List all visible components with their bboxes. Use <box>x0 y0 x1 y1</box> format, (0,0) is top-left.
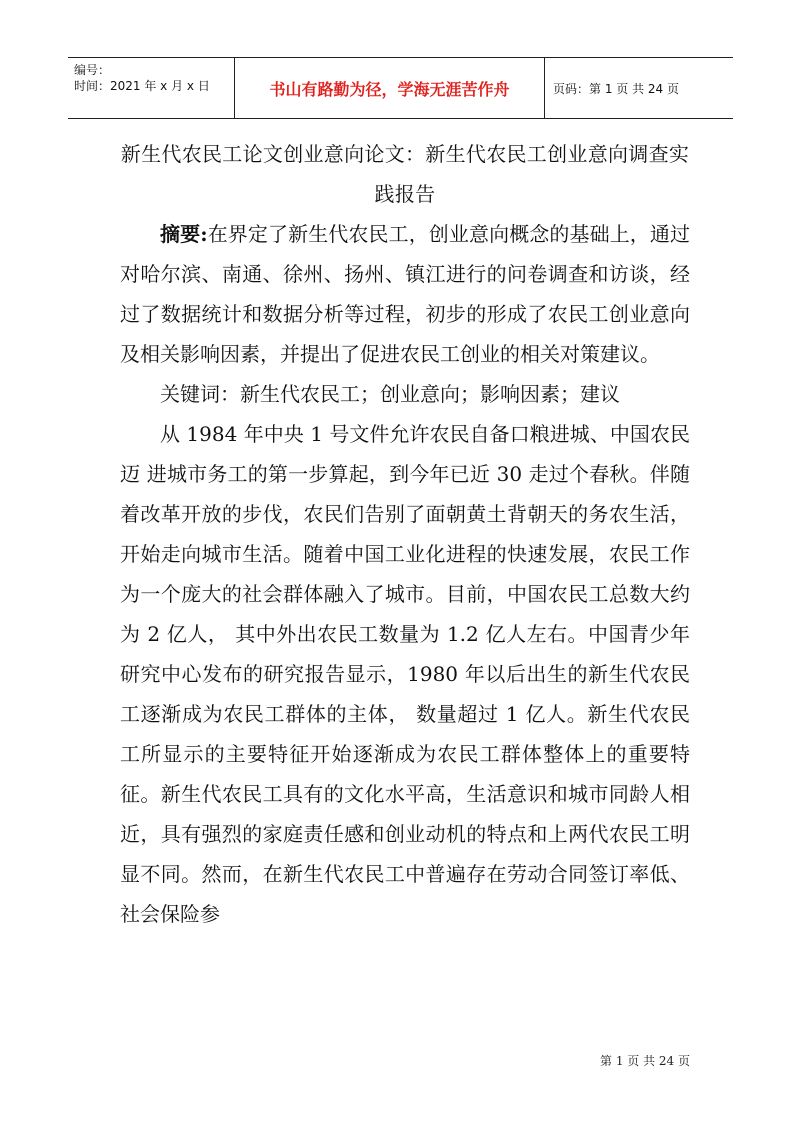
keywords-paragraph: 关键词：新生代农民工；创业意向；影响因素；建议 <box>160 382 620 406</box>
abstract-paragraph <box>120 214 690 374</box>
header-time-label: 时间：2021 年 x 月 x 日 <box>74 79 210 93</box>
document-title: 新生代农民工论文创业意向论文：新生代农民工创业意向调查实践报告 <box>120 142 690 206</box>
header-page-info: 页码：第 1 页 共 24 页 <box>553 81 679 96</box>
abstract-label: 摘要: <box>160 222 208 246</box>
page-header <box>68 57 733 119</box>
header-meta <box>68 58 235 118</box>
document-body <box>120 134 690 934</box>
body-paragraph: 从 1984 年中央 1 号文件允许农民自备口粮进城、中国农民迈 进城市务工的第一步算起，到今年已近 30 走过个春秋。伴随着改革开放的步伐，农民们告别了面朝黄土背朝天的务农生活，开始走向城市生活。随着中国工业化进程的快速发展，农民工作为一个庞大的社会群体融入了城市。目前，中国农民工总数大约为 2 亿人， 其中外出农民工数量为 1.2 亿人左右。中国青少年研究中心发布的研究报告显示，1980 年以后出生的新生代农民工逐渐成为农民工群体的主体， 数量超过 1 亿人。新生代农民工所显示的主要特征开始逐渐成为农民工群体整体上的重要特征。新生代农民工具有的文化水平高，生活意识和城市同龄人相近，具有强烈的家庭责任感和创业动机的特点和上两代农民工明显不同。然而，在新生代农民工中普遍存在劳动合同签订率低、社会保险参 <box>120 422 690 926</box>
page-footer: 第 1 页 共 24 页 <box>600 1054 690 1068</box>
header-motto: 书山有路勤为径，学海无涯苦作舟 <box>235 58 545 118</box>
header-number-label: 编号： <box>74 63 111 77</box>
abstract-text: 在界定了新生代农民工，创业意向概念的基础上，通过对哈尔滨、南通、徐州、扬州、镇江进行的问卷调查和访谈，经过了数据统计和数据分析等过程，初步的形成了农民工创业意向及相关影响因素，并提出了促进农民工创业的相关对策建议。 <box>120 222 691 366</box>
